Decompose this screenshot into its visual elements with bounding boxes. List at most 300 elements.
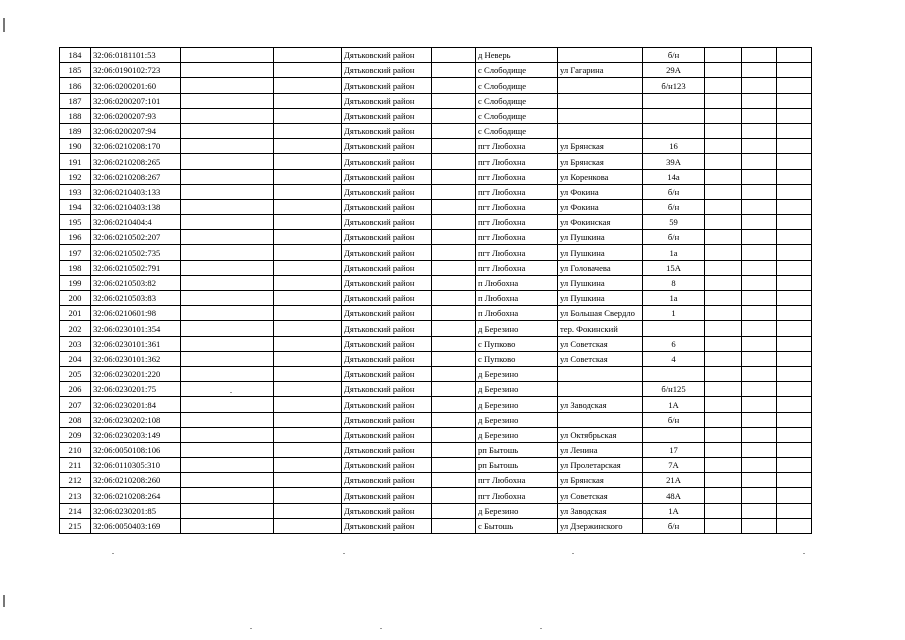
empty-cell (274, 139, 342, 154)
empty-cell (432, 458, 476, 473)
empty-cell (777, 488, 812, 503)
empty-cell (432, 139, 476, 154)
cadastral-number: 32:06:0210403:133 (91, 184, 181, 199)
empty-cell (777, 518, 812, 533)
row-number: 212 (60, 473, 91, 488)
house-number: б/н (643, 518, 705, 533)
empty-cell (705, 93, 742, 108)
street-name: ул Советская (558, 488, 643, 503)
empty-cell (181, 154, 274, 169)
empty-cell (432, 63, 476, 78)
locality-name: п Любохна (476, 275, 558, 290)
empty-cell (705, 503, 742, 518)
empty-cell (181, 108, 274, 123)
empty-cell (181, 245, 274, 260)
street-name: ул Брянская (558, 473, 643, 488)
locality-name: с Бытошь (476, 518, 558, 533)
locality-name: с Слободище (476, 63, 558, 78)
empty-cell (777, 230, 812, 245)
empty-cell (742, 427, 777, 442)
empty-cell (742, 123, 777, 138)
row-number: 184 (60, 48, 91, 63)
empty-cell (432, 260, 476, 275)
empty-cell (705, 275, 742, 290)
street-name: ул Брянская (558, 139, 643, 154)
empty-cell (274, 215, 342, 230)
empty-cell (181, 427, 274, 442)
empty-cell (432, 427, 476, 442)
empty-cell (274, 336, 342, 351)
row-number: 205 (60, 366, 91, 381)
row-number: 193 (60, 184, 91, 199)
empty-cell (181, 336, 274, 351)
row-number: 189 (60, 123, 91, 138)
empty-cell (777, 473, 812, 488)
cadastral-number: 32:06:0230201:85 (91, 503, 181, 518)
street-name (558, 48, 643, 63)
cadastral-number: 32:06:0210601:98 (91, 306, 181, 321)
empty-cell (742, 139, 777, 154)
empty-cell (274, 245, 342, 260)
district-name: Дятьковский район (342, 215, 432, 230)
table-row (60, 473, 812, 488)
empty-cell (705, 321, 742, 336)
street-name: ул Пролетарская (558, 458, 643, 473)
row-number: 195 (60, 215, 91, 230)
empty-cell (274, 412, 342, 427)
table-row (60, 245, 812, 260)
cadastral-number: 32:06:0181101:53 (91, 48, 181, 63)
empty-cell (432, 488, 476, 503)
street-name: ул Дзержинского (558, 518, 643, 533)
empty-cell (181, 397, 274, 412)
street-name: ул Советская (558, 351, 643, 366)
locality-name: пгт Любохна (476, 260, 558, 275)
empty-cell (777, 503, 812, 518)
empty-cell (777, 154, 812, 169)
house-number: 1а (643, 245, 705, 260)
locality-name: п Любохна (476, 291, 558, 306)
table-row (60, 366, 812, 381)
district-name: Дятьковский район (342, 230, 432, 245)
district-name: Дятьковский район (342, 397, 432, 412)
district-name: Дятьковский район (342, 351, 432, 366)
house-number: 1а (643, 291, 705, 306)
empty-cell (274, 382, 342, 397)
empty-cell (432, 230, 476, 245)
district-name: Дятьковский район (342, 488, 432, 503)
cadastral-number: 32:06:0230101:354 (91, 321, 181, 336)
house-number: б/н125 (643, 382, 705, 397)
cadastral-number: 32:06:0210502:791 (91, 260, 181, 275)
empty-cell (777, 321, 812, 336)
locality-name: пгт Любохна (476, 184, 558, 199)
empty-cell (705, 382, 742, 397)
cadastral-number: 32:06:0230203:149 (91, 427, 181, 442)
row-number: 197 (60, 245, 91, 260)
table-row (60, 412, 812, 427)
empty-cell (777, 291, 812, 306)
house-number: 15А (643, 260, 705, 275)
street-name: ул Брянская (558, 154, 643, 169)
table-row (60, 139, 812, 154)
street-name: ул Большая Свердло (558, 306, 643, 321)
table-row (60, 351, 812, 366)
empty-cell (181, 458, 274, 473)
table-row (60, 78, 812, 93)
table-row (60, 458, 812, 473)
house-number: 48А (643, 488, 705, 503)
empty-cell (705, 397, 742, 412)
street-name: ул Советская (558, 336, 643, 351)
locality-name: рп Бытошь (476, 442, 558, 457)
district-name: Дятьковский район (342, 336, 432, 351)
empty-cell (742, 48, 777, 63)
empty-cell (181, 48, 274, 63)
table-row (60, 291, 812, 306)
house-number: 39А (643, 154, 705, 169)
row-number: 185 (60, 63, 91, 78)
district-name: Дятьковский район (342, 63, 432, 78)
empty-cell (705, 108, 742, 123)
cadastral-number: 32:06:0210208:260 (91, 473, 181, 488)
page-edge-mark (3, 595, 5, 607)
empty-cell (432, 351, 476, 366)
street-name: ул Пушкина (558, 275, 643, 290)
empty-cell (742, 351, 777, 366)
table-row (60, 108, 812, 123)
empty-cell (181, 139, 274, 154)
empty-cell (777, 169, 812, 184)
house-number: б/н (643, 199, 705, 214)
empty-cell (432, 336, 476, 351)
district-name: Дятьковский район (342, 245, 432, 260)
empty-cell (742, 291, 777, 306)
empty-cell (432, 78, 476, 93)
empty-cell (181, 473, 274, 488)
district-name: Дятьковский район (342, 199, 432, 214)
street-name: ул Пушкина (558, 291, 643, 306)
table-row (60, 503, 812, 518)
row-number: 198 (60, 260, 91, 275)
district-name: Дятьковский район (342, 503, 432, 518)
empty-cell (432, 154, 476, 169)
cadastral-number: 32:06:0210208:267 (91, 169, 181, 184)
empty-cell (705, 351, 742, 366)
empty-cell (181, 169, 274, 184)
empty-cell (742, 184, 777, 199)
row-number: 186 (60, 78, 91, 93)
empty-cell (705, 488, 742, 503)
empty-cell (777, 412, 812, 427)
locality-name: д Березино (476, 397, 558, 412)
empty-cell (742, 199, 777, 214)
table-row (60, 154, 812, 169)
district-name: Дятьковский район (342, 412, 432, 427)
locality-name: пгт Любохна (476, 154, 558, 169)
empty-cell (777, 245, 812, 260)
table-row (60, 215, 812, 230)
empty-cell (432, 412, 476, 427)
row-number: 204 (60, 351, 91, 366)
empty-cell (432, 473, 476, 488)
empty-cell (181, 123, 274, 138)
locality-name: д Березино (476, 503, 558, 518)
empty-cell (432, 275, 476, 290)
row-number: 194 (60, 199, 91, 214)
street-name (558, 78, 643, 93)
empty-cell (181, 260, 274, 275)
district-name: Дятьковский район (342, 169, 432, 184)
empty-cell (181, 488, 274, 503)
cadastral-number: 32:06:0230201:75 (91, 382, 181, 397)
empty-cell (274, 488, 342, 503)
house-number: 6 (643, 336, 705, 351)
empty-cell (742, 78, 777, 93)
house-number: 16 (643, 139, 705, 154)
house-number: 7А (643, 458, 705, 473)
locality-name: рп Бытошь (476, 458, 558, 473)
empty-cell (705, 291, 742, 306)
empty-cell (777, 48, 812, 63)
district-name: Дятьковский район (342, 518, 432, 533)
empty-cell (742, 245, 777, 260)
empty-cell (274, 503, 342, 518)
street-name: ул Октябрьская (558, 427, 643, 442)
street-name (558, 412, 643, 427)
locality-name: д Березино (476, 321, 558, 336)
empty-cell (705, 306, 742, 321)
empty-cell (432, 291, 476, 306)
empty-cell (777, 139, 812, 154)
district-name: Дятьковский район (342, 260, 432, 275)
row-number: 201 (60, 306, 91, 321)
empty-cell (742, 412, 777, 427)
house-number: 14а (643, 169, 705, 184)
house-number: б/н123 (643, 78, 705, 93)
district-name: Дятьковский район (342, 458, 432, 473)
empty-cell (777, 78, 812, 93)
table-row (60, 230, 812, 245)
locality-name: д Березино (476, 382, 558, 397)
house-number (643, 93, 705, 108)
empty-cell (777, 108, 812, 123)
empty-cell (742, 503, 777, 518)
empty-cell (432, 108, 476, 123)
empty-cell (432, 442, 476, 457)
row-number: 200 (60, 291, 91, 306)
empty-cell (742, 108, 777, 123)
empty-cell (705, 336, 742, 351)
empty-cell (181, 382, 274, 397)
street-name: ул Заводская (558, 397, 643, 412)
empty-cell (742, 215, 777, 230)
empty-cell (274, 442, 342, 457)
empty-cell (181, 78, 274, 93)
house-number: 1А (643, 503, 705, 518)
empty-cell (777, 458, 812, 473)
cadastral-number: 32:06:0210502:207 (91, 230, 181, 245)
empty-cell (742, 93, 777, 108)
empty-cell (742, 442, 777, 457)
cadastral-number: 32:06:0230202:108 (91, 412, 181, 427)
table-row (60, 48, 812, 63)
cadastral-number: 32:06:0190102:723 (91, 63, 181, 78)
locality-name: пгт Любохна (476, 215, 558, 230)
street-name: ул Фокинская (558, 215, 643, 230)
empty-cell (274, 275, 342, 290)
empty-cell (705, 48, 742, 63)
house-number: 21А (643, 473, 705, 488)
table-row (60, 184, 812, 199)
empty-cell (705, 473, 742, 488)
locality-name: пгт Любохна (476, 245, 558, 260)
district-name: Дятьковский район (342, 473, 432, 488)
locality-name: с Слободище (476, 123, 558, 138)
district-name: Дятьковский район (342, 291, 432, 306)
table-row (60, 123, 812, 138)
empty-cell (742, 230, 777, 245)
street-name: ул Гагарина (558, 63, 643, 78)
empty-cell (274, 48, 342, 63)
table-row (60, 93, 812, 108)
district-name: Дятьковский район (342, 306, 432, 321)
empty-cell (705, 63, 742, 78)
empty-cell (705, 78, 742, 93)
empty-cell (274, 169, 342, 184)
row-number: 202 (60, 321, 91, 336)
empty-cell (274, 78, 342, 93)
district-name: Дятьковский район (342, 139, 432, 154)
empty-cell (777, 351, 812, 366)
empty-cell (181, 412, 274, 427)
house-number (643, 321, 705, 336)
empty-cell (705, 123, 742, 138)
empty-cell (274, 306, 342, 321)
house-number (643, 427, 705, 442)
empty-cell (181, 351, 274, 366)
district-name: Дятьковский район (342, 184, 432, 199)
locality-name: с Пупково (476, 351, 558, 366)
empty-cell (181, 366, 274, 381)
cadastral-number: 32:06:0230201:84 (91, 397, 181, 412)
empty-cell (777, 382, 812, 397)
row-number: 214 (60, 503, 91, 518)
cadastral-number: 32:06:0110305:310 (91, 458, 181, 473)
table-row (60, 397, 812, 412)
row-number: 192 (60, 169, 91, 184)
district-name: Дятьковский район (342, 321, 432, 336)
empty-cell (432, 184, 476, 199)
empty-cell (777, 366, 812, 381)
empty-cell (777, 215, 812, 230)
empty-cell (777, 63, 812, 78)
empty-cell (274, 427, 342, 442)
page-edge-mark (3, 18, 5, 32)
street-name (558, 366, 643, 381)
empty-cell (705, 199, 742, 214)
house-number: 1А (643, 397, 705, 412)
cadastral-number: 32:06:0200201:60 (91, 78, 181, 93)
empty-cell (181, 518, 274, 533)
empty-cell (705, 154, 742, 169)
empty-cell (432, 397, 476, 412)
empty-cell (432, 306, 476, 321)
empty-cell (705, 412, 742, 427)
table-row (60, 63, 812, 78)
street-name (558, 123, 643, 138)
row-number: 203 (60, 336, 91, 351)
district-name: Дятьковский район (342, 442, 432, 457)
empty-cell (742, 518, 777, 533)
cadastral-number: 32:06:0210208:264 (91, 488, 181, 503)
empty-cell (432, 215, 476, 230)
empty-cell (274, 108, 342, 123)
row-number: 208 (60, 412, 91, 427)
empty-cell (274, 199, 342, 214)
house-number: 17 (643, 442, 705, 457)
empty-cell (432, 382, 476, 397)
row-number: 191 (60, 154, 91, 169)
street-name: ул Фокина (558, 199, 643, 214)
row-number: 190 (60, 139, 91, 154)
property-registry-table (59, 47, 812, 534)
street-name: ул Головачева (558, 260, 643, 275)
district-name: Дятьковский район (342, 48, 432, 63)
empty-cell (742, 321, 777, 336)
street-name: ул Заводская (558, 503, 643, 518)
table-row (60, 427, 812, 442)
district-name: Дятьковский район (342, 382, 432, 397)
empty-cell (777, 123, 812, 138)
empty-cell (742, 154, 777, 169)
empty-cell (777, 184, 812, 199)
empty-cell (274, 321, 342, 336)
empty-cell (705, 366, 742, 381)
empty-cell (742, 336, 777, 351)
empty-cell (432, 518, 476, 533)
empty-cell (274, 93, 342, 108)
district-name: Дятьковский район (342, 154, 432, 169)
empty-cell (432, 199, 476, 214)
empty-cell (274, 230, 342, 245)
cadastral-number: 32:06:0230101:362 (91, 351, 181, 366)
row-number: 187 (60, 93, 91, 108)
house-number: 4 (643, 351, 705, 366)
empty-cell (274, 260, 342, 275)
locality-name: д Березино (476, 412, 558, 427)
empty-cell (432, 123, 476, 138)
row-number: 206 (60, 382, 91, 397)
empty-cell (705, 260, 742, 275)
empty-cell (705, 442, 742, 457)
locality-name: пгт Любохна (476, 488, 558, 503)
table-row (60, 442, 812, 457)
empty-cell (705, 215, 742, 230)
empty-cell (181, 442, 274, 457)
empty-cell (274, 291, 342, 306)
table-row (60, 488, 812, 503)
empty-cell (705, 427, 742, 442)
street-name (558, 382, 643, 397)
empty-cell (705, 245, 742, 260)
district-name: Дятьковский район (342, 78, 432, 93)
house-number (643, 366, 705, 381)
empty-cell (777, 442, 812, 457)
row-number: 210 (60, 442, 91, 457)
empty-cell (181, 275, 274, 290)
empty-cell (705, 518, 742, 533)
